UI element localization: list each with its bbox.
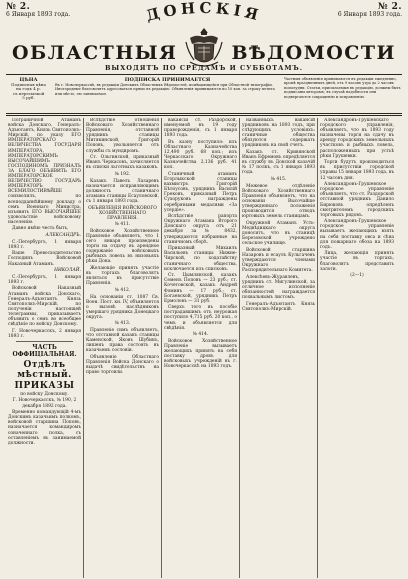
price-line-2: на годъ 4 р. [16, 86, 41, 92]
svg-text:ДОНСКІЯ [144, 0, 264, 25]
paragraph: названныхъ вакансій урядниковъ на 1893 годъ, при слѣдующихъ условіяхъ: станичные общества обязуются содержать урядниковъ на свой счетъ. [242, 118, 315, 149]
ads-info-cell [284, 77, 402, 111]
signature: НИКОЛАЙ. [54, 268, 81, 274]
paragraph: Ст. Цымлянской, казакъ Семенъ Поповъ — 23 руб.; ст. Кочетовской, казакъ Андрей Фоминъ — 17 руб.; ст. Богаевской, урядникъ Петръ Ермоловъ — 31 руб. [164, 273, 237, 304]
paragraph: № 411. [114, 222, 131, 228]
column-1 [6, 118, 84, 578]
subscription-info-cell [55, 77, 280, 111]
paragraph: № 412. [114, 287, 131, 293]
column-3 [162, 118, 240, 578]
paragraph: Г. Новочеркасскъ, 2 января 1893 г. [8, 328, 81, 339]
paragraph: Давно имѣю честь быть, [12, 226, 69, 232]
issue-date-right: 6 Января 1893 года. [337, 11, 402, 18]
paragraph: Казакъ Павелъ Лазаревъ назначается исправляющимъ должность станичнаго атамана станицы Есауловской, съ 1 января 1893 года. [86, 178, 159, 204]
masthead-rule [6, 74, 402, 75]
paragraph: № 192. [114, 171, 131, 177]
coat-of-arms-icon [182, 26, 226, 70]
paragraph: Станичный атаманъ Егорлыкской станицы вахмистръ Григорій Бѣлоусовъ, урядникъ Василій Грековъ, приказный Петръ Сухоруковъ награждены серебряными медалями «За усердіе». [164, 171, 237, 213]
paragraph: Казакъ ст. Кривянской Иванъ Ефремовъ опредѣляется въ службу въ Донской казачій № 17 полкъ, съ 1 января 1893 года. [242, 150, 315, 176]
column-4 [240, 118, 318, 578]
paragraph: вакансіи ст. Раздорской, именуемой въ 19 году праворожденія, съ 1 января 1893 года. [164, 118, 237, 139]
paragraph: Въ казну поступило: изъ Областнаго Казначейства 12,490 руб. 68 коп.; изъ Черкасскаго Окружнаго Казначейства 2,136 руб. 41 коп. [164, 139, 237, 171]
paragraph: Г. Новочеркасскъ, № 190, 2 декабря 1892 года. [12, 398, 77, 409]
paragraph: С.-Петербургъ, 1 января 1893 г. [8, 239, 81, 250]
text-columns [6, 118, 402, 578]
subscription-box [6, 77, 402, 111]
publication-schedule: ВЫХОДЯТЪ ПО СРЕДАМЪ И СУББОТАМЪ. [104, 64, 304, 72]
paragraph: С.-Петербургъ, 1 января 1893 г. [8, 274, 81, 285]
price-line-4: 5 руб. [22, 95, 35, 101]
paragraph: Пограничной Атаманъ войска Донскаго, Генералъ-Адъютантъ, Князь Святополкъ-Мирскій, по указу ЕГО ИМПЕРАТОРСКАГО ВЕЛИЧЕСТВА ГОСУДАРЯ ИМПЕРАТОРА, ИМПЕРАТОРСКИМЪ ВЫСОЧАЙШИМЪ ГОСПОДИНОМЪ ПРИЗНАЛЪ ЗА БЛАГО ОБЪЯВИТЬ ЕГО ИМПЕРАТОРСКОЕ ВЕЛИЧЕСТВО ГОСУДАРЬ ИМПЕРАТОРЪ ВСЕМИЛОСТИВѢЙШЕ соизволилъ, по всеподданнѣйшему докладу о семъ Военнаго Министра, изъявить ЕГО ВЫСОЧАЙШЕЕ удовольствіе войсковому населенію. [8, 118, 81, 225]
price-cell [6, 77, 51, 111]
paragraph: № 415. [270, 177, 287, 183]
paragraph: Сверхъ того въ пособіе пострадавшимъ отъ неурожая поступило 4,715 руб. 20 коп., о чемъ и объявляется для свѣдѣнія. [164, 305, 237, 331]
paragraph: Объявленіе Областнаго Правленія Войска Донскаго о выдачѣ свидѣтельствъ на право торговли. [86, 355, 159, 376]
subscription-text: Въ г. Новочеркасскѣ, въ редакціи Донскихъ Областныхъ Вѣдомостей, помѣщающейся при Областной типографіи. Иногородные благоволятъ адресоваться прямо въ редакцію. Объявленія принимаются по 10 коп. за строку петита или мѣсто, ею занимаемое. [55, 83, 275, 96]
signature: АЛЕКСАНДРЪ. [45, 233, 81, 239]
paragraph: ОБЪЯВЛЕНІЯ ВОЙСКОВОГО ХОЗЯЙСТВЕННАГО ПРАВЛЕНІЯ. [88, 205, 157, 221]
section-heading: ЧАСТЬ ОФФИЦІАЛЬНАЯ. [12, 343, 77, 358]
title-left-word: ОБЛАСТНЫЯ [12, 42, 178, 64]
section-heading: ПРИКАЗЫ [14, 380, 75, 391]
issue-corner-right [332, 4, 402, 18]
paragraph: Межевое отдѣленіе Войсковаго Хозяйственнаго Правленія объявляетъ, что на основаніи Высочайше утвержденнаго положенія производится отводъ юртовыхъ земель станицамъ. [242, 183, 315, 220]
title-right-word: ВѢДОМОСТИ [231, 42, 396, 64]
paragraph: Генералъ-Адъютантъ Князь Святополкъ-Мирскій. [242, 301, 315, 312]
column-rule [16, 341, 73, 342]
paragraph: Ст. Ольгинской, приказный Иванъ Черкасовъ, зачисляется въ списки льготныхъ казаковъ. [86, 155, 159, 171]
section-heading: Отдѣлъ мѣстный. [17, 359, 72, 380]
paragraph: № 414. [192, 332, 209, 338]
price-line-3: съ пересылкой [12, 90, 45, 96]
paragraph: Желающіе принять участіе въ торгахъ благоволятъ являться въ присутствіе Правленія. [86, 266, 159, 287]
issue-number-right: № 2. [377, 2, 402, 12]
paragraph: Окружной Атаманъ Усть-Медвѣдицкаго округа доноситъ, что въ станицѣ Березовской учреждено сельское училище. [242, 220, 315, 247]
paragraph: по войску Донскому. [20, 391, 69, 397]
issue-date-left: 6 Января 1893 года. [6, 11, 71, 18]
subscription-head: ПОДПИСКА ПРИНИМАЕТСЯ [124, 77, 211, 83]
issue-number-left: № 2. [6, 2, 31, 12]
paragraph: Вслѣдствіе отношенія Войсковаго Хозяйственнаго Правленія, отставной урядникъ станицы Митякинской, Григорій Поповъ, увольняется отъ службы съ мундиромъ. [86, 118, 159, 154]
paragraph: Приказный Михаилъ Васильевъ станицы Нижне-Чирской, по ходатайству станичнаго общества, исключается изъ списковъ. [164, 246, 237, 272]
paragraph: Войсковое Хозяйственное Правленіе вызываетъ желающихъ принять на себя поставку дровъ для войсковыхъ учрежденій въ г. Новочеркасскѣ на 1893 годъ. [164, 338, 237, 370]
paragraph: Александровъ-Грушевское городское управленіе вызываетъ желающихъ взять на себя поставку овса и сѣна для пожарнаго обоза на 1893 годъ. [320, 219, 394, 250]
price-line-1: Подписная цѣна [11, 82, 46, 87]
ads-text: Частныя объявленія принимаются въ редакціи ежедневно, кромѣ праздничныхъ дней, отъ 9 часовъ утра до 2 часовъ пополудни. Статьи, присылаемыя въ редакцію, должны быть подписаны авторомъ; въ случаѣ надобности они подвергаются сокращенію и исправленію. [284, 77, 401, 99]
paragraph: (2—1) [350, 273, 364, 279]
paragraph: Александровъ-Грушевское городское управленіе объявляетъ, что ст. Раздорской отставной урядникъ Данило Бирюковъ опредѣленъ смотрителемъ городскихъ торговыхъ рядовъ. [320, 182, 394, 218]
paragraph: Правленіе симъ объявляетъ, что отставной казакъ станицы Каменской, Яковъ Шубинъ, лишенъ права состоять въ казачьемъ сословіи. [86, 328, 159, 354]
arc-title-text: ДОНСКІЯ [144, 0, 264, 25]
paragraph: Ваше Превосходительство Господинъ Войсковой Наказный Атаманъ. [8, 251, 81, 267]
paragraph: Войсковое Хозяйственное Правленіе объявляетъ, что 1 сего января произведены торги на отдачу въ арендное содержаніе войсковыхъ рыбныхъ ловель въ низовьяхъ рѣки Дона. [86, 228, 159, 265]
paragraph: Войсковой старшина Назаровъ и есаулъ Кульгачевъ утверждаются членами Окружнаго Распорядительнаго Комитета. [242, 247, 315, 274]
paragraph: Торги будутъ производиться въ присутствіи городской управы 15 января 1893 года, въ 12 часовъ дня. [320, 160, 394, 181]
column-2 [84, 118, 162, 578]
paragraph: Алексѣевъ-Журавлевъ, урядникъ ст. Мигулинской, за отличное исполненіе обязанностей награждается похвальнымъ листомъ. [242, 274, 315, 301]
column-5 [318, 118, 396, 578]
section-rule [6, 113, 402, 116]
paragraph: № 413. [114, 321, 131, 327]
paragraph: Александровъ-Грушевскаго городского управленія, объявляетъ, что въ 1893 году назначены торги на сдачу въ аренду городскихъ земельныхъ участковъ и рыбныхъ ловель, расположенныхъ при устьѣ рѣки Грушевки. [320, 118, 394, 159]
paragraph: На основаніи ст. 1087 Св. Воен. Пост. кн. IV, объявляется о вызовѣ наслѣдниковъ умершаго урядника Донецкаго округа. [86, 294, 159, 320]
price-head: ЦѢНА [19, 77, 38, 83]
paragraph: Вслѣдствіе рапорта Окружнаго Атамана Второго Донскаго округа отъ 21 декабря за № 8432, утверждаются избранные на станичномъ сборѣ. [164, 214, 237, 245]
issue-corner-left [6, 4, 76, 18]
paragraph: Лица, желающія принять участіе въ торгахъ, благоволятъ представить залоги. [320, 251, 394, 272]
paragraph: Временно командующій 4-мъ Донскимъ казачьимъ полкомъ, войсковой старшина Поповъ, назначается командиромъ означеннаго полка, съ оставленіемъ въ занимаемой должности. [8, 410, 81, 446]
paragraph: Войсковой Наказный Атаманъ войска Донскаго, Генералъ-Адъютантъ Князь Святополкъ-Мирскій, по полученіи настоящей телеграммы, приказываетъ объявить о семъ во всеобщее свѣдѣніе по войску Донскому. [8, 286, 81, 328]
